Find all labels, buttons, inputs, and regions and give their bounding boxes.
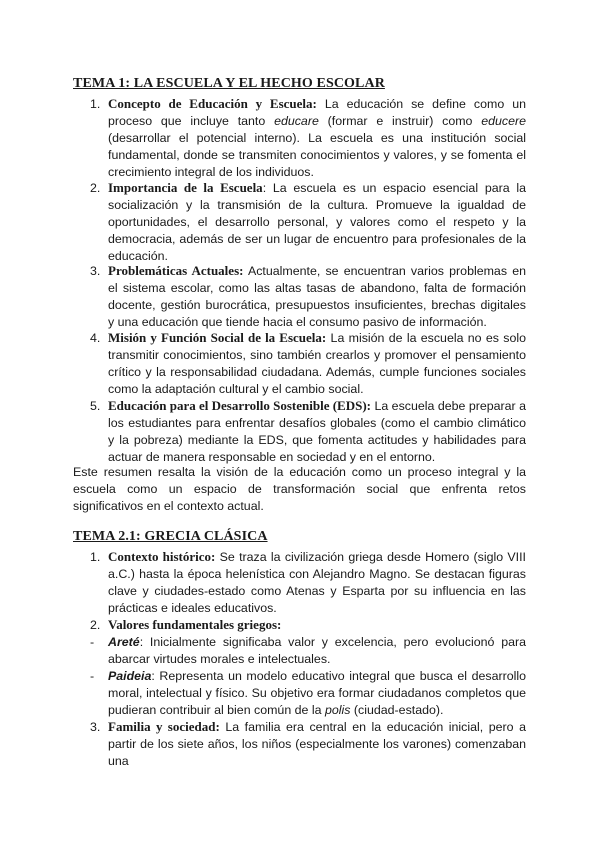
tema1-item5: Educación para el Desarrollo Sostenible (EDS): La escuela debe preparar a los estudiantes para enfrentar desafíos globales (como el cambio climático y la pobreza) mediante la EDS, que fomenta actitudes y habilidades para actuar de manera responsable en sociedad y en el entorno. (108, 398, 527, 464)
tema1-item3: Problemáticas Actuales: Actualmente, se encuentran varios problemas en el sistema escolar, como las altas tasas de abandono, falta de formación docente, gestión burocrática, presupuestos insuficientes, brechas digitales y una educación que tiende hacia el consumo pasivo de información. (108, 263, 526, 329)
arete-dash: - (90, 635, 95, 649)
tema1-item5-number: 5. (90, 399, 101, 413)
tema2-item3-term: Familia y sociedad: (108, 719, 220, 734)
tema1-item5-term: Educación para el Desarrollo Sostenible (EDS): (108, 398, 372, 413)
tema1-item2: Importancia de la Escuela: La escuela es un espacio esencial para la socialización y la transmisión de la cultura. Promueve la igualdad de oportunidades, el desarrollo personal, y valores como el respeto y la democracia, además de ser un lugar de encuentro para profesionales de la educación. (108, 180, 526, 263)
tema1-item4-term: Misión y Función Social de la Escuela: (108, 330, 327, 345)
arete-term: Areté (108, 635, 140, 649)
tema1-item1-term: Concepto de Educación y Escuela: (108, 96, 317, 111)
tema2-item2 (108, 617, 526, 634)
tema2-item3-number: 3. (90, 720, 101, 734)
paideia-dash: - (90, 669, 95, 683)
tema1-title: TEMA 1: LA ESCUELA Y EL HECHO ESCOLAR (73, 76, 385, 91)
arete-item: Areté: Inicialmente significaba valor y excelencia, pero evolucionó para abarcar virtudes morales e intelectuales. (108, 635, 526, 666)
tema2-item1: Contexto histórico: Se traza la civilización griega desde Homero (siglo VIII a.C.) hasta la época helenística con Alejandro Magno. Se destacan figuras clave y ciudades-estado como Atenas y Esparta por su influencia en las prácticas e ideales educativos. (108, 549, 526, 615)
tema1-item4: Misión y Función Social de la Escuela: La misión de la escuela no es solo transmitir conocimientos, sino también crearlos y promover el pensamiento crítico y la responsabilidad ciudadana. Además, cumple funciones sociales como la adaptación cultural y el cambio social. (108, 330, 526, 396)
tema1-item2-term: Importancia de la Escuela (108, 180, 263, 195)
tema2-item2-term: Valores fundamentales griegos: (108, 617, 282, 632)
tema2-item1-number: 1. (90, 550, 101, 564)
tema2-item3: Familia y sociedad: La familia era central en la educación inicial, pero a partir de los siete años, los niños (especialmente los varones) comenzaban una (108, 719, 526, 768)
paideia-term: Paideia (108, 669, 152, 683)
tema2-item1-term: Contexto histórico: (108, 549, 216, 564)
tema1-item3-number: 3. (90, 264, 101, 278)
tema1-item4-number: 4. (90, 331, 101, 345)
tema2-item2-number: 2. (90, 618, 101, 632)
tema1-item3-term: Problemáticas Actuales: (108, 263, 244, 278)
tema1-item1: Concepto de Educación y Escuela: La educación se define como un proceso que incluye tanto educare (formar e instruir) como educere (desarrollar el potencial interno). La escuela es una institución social fundamental, donde se transmiten conocimientos y valores, y se fomenta el crecimiento integral de los individuos. (108, 96, 527, 179)
tema1-item2-number: 2. (90, 181, 101, 195)
paideia-item: Paideia: Representa un modelo educativo integral que busca el desarrollo moral, intelectual y físico. Su objetivo era formar ciudadanos completos que pudieran contribuir al bien común de la polis (ciudad-estado). (108, 669, 526, 717)
tema2-title: TEMA 2.1: GRECIA CLÁSICA (73, 529, 268, 544)
tema1-item1-number: 1. (90, 97, 101, 111)
tema1-summary: Este resumen resalta la visión de la educación como un proceso integral y la escuela como un espacio de transformación social que enfrenta retos significativos en el contexto actual. (73, 465, 526, 513)
